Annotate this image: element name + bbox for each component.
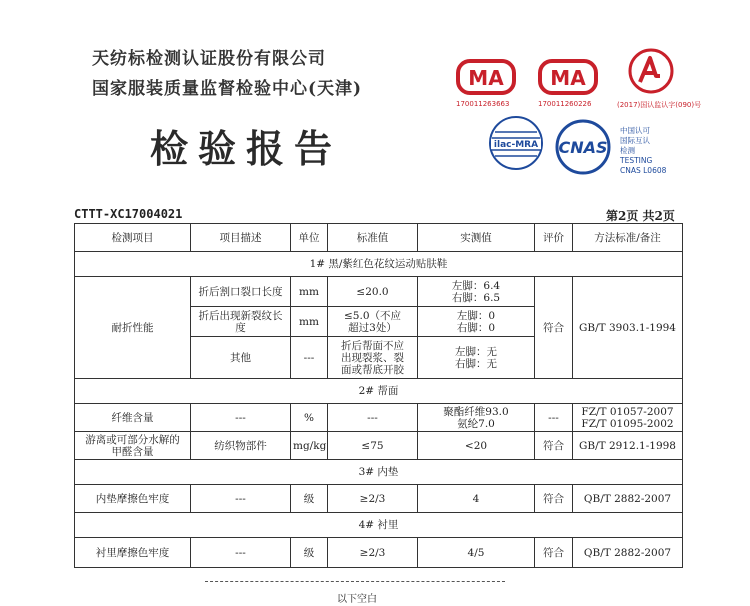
standard-value: ≤20.0 bbox=[328, 277, 418, 307]
test-item: 内垫摩擦色牢度 bbox=[75, 485, 191, 513]
cma-seal-code: 170011260226 bbox=[538, 100, 592, 108]
page-number: 第2页 共2页 bbox=[606, 209, 675, 223]
item-description: --- bbox=[191, 404, 291, 432]
section-row bbox=[75, 460, 683, 485]
method-standard: GB/T 3903.1-1994 bbox=[573, 277, 683, 379]
column-header: 项目描述 bbox=[191, 224, 291, 252]
svg-text:MA: MA bbox=[468, 66, 504, 90]
ilac-mra-logo-icon bbox=[487, 114, 545, 176]
org-name-line2: 国家服装质量监督检验中心(天津) bbox=[92, 79, 363, 99]
measured-value: 4/5 bbox=[418, 538, 535, 568]
unit: mm bbox=[291, 277, 328, 307]
cma-seal-code: 170011263663 bbox=[456, 100, 510, 108]
evaluation: 符合 bbox=[535, 432, 573, 460]
standard-value: 折后帮面不应 出现裂浆、裂 面或帮底开胶 bbox=[328, 337, 418, 379]
svg-text:CNAS: CNAS bbox=[558, 138, 608, 157]
evaluation: 符合 bbox=[535, 538, 573, 568]
table-header-row bbox=[75, 224, 683, 252]
org-name-line1: 天纺标检测认证股份有限公司 bbox=[92, 49, 326, 69]
method-standard: QB/T 2882-2007 bbox=[573, 538, 683, 568]
test-results-table bbox=[74, 223, 683, 568]
column-header: 方法标准/备注 bbox=[573, 224, 683, 252]
standard-value: ≥2/3 bbox=[328, 538, 418, 568]
test-item: 游离或可部分水解的 甲醛含量 bbox=[75, 432, 191, 460]
section-title: 1# 黑/紫红色花纹运动贴肤鞋 bbox=[75, 252, 683, 277]
unit: 级 bbox=[291, 538, 328, 568]
table-row bbox=[75, 538, 683, 568]
column-header: 标准值 bbox=[328, 224, 418, 252]
cal-seal-code: (2017)国认监认字(090)号 bbox=[617, 101, 702, 109]
item-description: --- bbox=[191, 485, 291, 513]
standard-value: ≥2/3 bbox=[328, 485, 418, 513]
method-standard: QB/T 2882-2007 bbox=[573, 485, 683, 513]
measured-value: <20 bbox=[418, 432, 535, 460]
section-title: 4# 衬里 bbox=[75, 513, 683, 538]
unit: % bbox=[291, 404, 328, 432]
method-standard: FZ/T 01057-2007 FZ/T 01095-2002 bbox=[573, 404, 683, 432]
footer-blank-notice: 以下空白 bbox=[337, 594, 377, 605]
unit: 级 bbox=[291, 485, 328, 513]
svg-text:ilac-MRA: ilac-MRA bbox=[493, 140, 539, 150]
unit: mm bbox=[291, 307, 328, 337]
column-header: 单位 bbox=[291, 224, 328, 252]
item-description: 折后出现新裂纹长 度 bbox=[191, 307, 291, 337]
cma-seal-icon bbox=[537, 58, 599, 96]
test-item: 耐折性能 bbox=[75, 277, 191, 379]
method-standard: GB/T 2912.1-1998 bbox=[573, 432, 683, 460]
section-row bbox=[75, 379, 683, 404]
item-description: 折后割口裂口长度 bbox=[191, 277, 291, 307]
table-row bbox=[75, 485, 683, 513]
section-title: 2# 帮面 bbox=[75, 379, 683, 404]
measured-value: 左脚：无 右脚：无 bbox=[418, 337, 535, 379]
table-row bbox=[75, 432, 683, 460]
item-description: --- bbox=[191, 538, 291, 568]
table-row bbox=[75, 277, 683, 307]
test-item: 衬里摩擦色牢度 bbox=[75, 538, 191, 568]
standard-value: ≤5.0（不应 超过3处） bbox=[328, 307, 418, 337]
standard-value: ≤75 bbox=[328, 432, 418, 460]
cnas-accreditation-text: 中国认可 国际互认 检测 TESTING CNAS L0608 bbox=[620, 126, 667, 175]
measured-value: 聚酯纤维93.0 氨纶7.0 bbox=[418, 404, 535, 432]
measured-value: 左脚：6.4 右脚：6.5 bbox=[418, 277, 535, 307]
column-header: 检测项目 bbox=[75, 224, 191, 252]
column-header: 实测值 bbox=[418, 224, 535, 252]
evaluation: 符合 bbox=[535, 485, 573, 513]
column-header: 评价 bbox=[535, 224, 573, 252]
item-description: 其他 bbox=[191, 337, 291, 379]
section-row bbox=[75, 513, 683, 538]
section-title: 3# 内垫 bbox=[75, 460, 683, 485]
report-header bbox=[0, 0, 750, 205]
unit: --- bbox=[291, 337, 328, 379]
item-description: 纺织物部件 bbox=[191, 432, 291, 460]
standard-value: --- bbox=[328, 404, 418, 432]
evaluation: --- bbox=[535, 404, 573, 432]
test-item: 纤维含量 bbox=[75, 404, 191, 432]
cal-seal-icon bbox=[626, 46, 676, 96]
cma-seal-icon bbox=[455, 58, 517, 96]
cnas-logo-icon bbox=[550, 118, 616, 176]
svg-text:MA: MA bbox=[550, 66, 586, 90]
footer-divider bbox=[205, 581, 505, 582]
unit: mg/kg bbox=[291, 432, 328, 460]
report-title: 检验报告 bbox=[150, 126, 343, 171]
evaluation: 符合 bbox=[535, 277, 573, 379]
measured-value: 4 bbox=[418, 485, 535, 513]
measured-value: 左脚：0 右脚：0 bbox=[418, 307, 535, 337]
table-row bbox=[75, 404, 683, 432]
report-number: CTTT-XC17004021 bbox=[74, 207, 183, 221]
section-row bbox=[75, 252, 683, 277]
